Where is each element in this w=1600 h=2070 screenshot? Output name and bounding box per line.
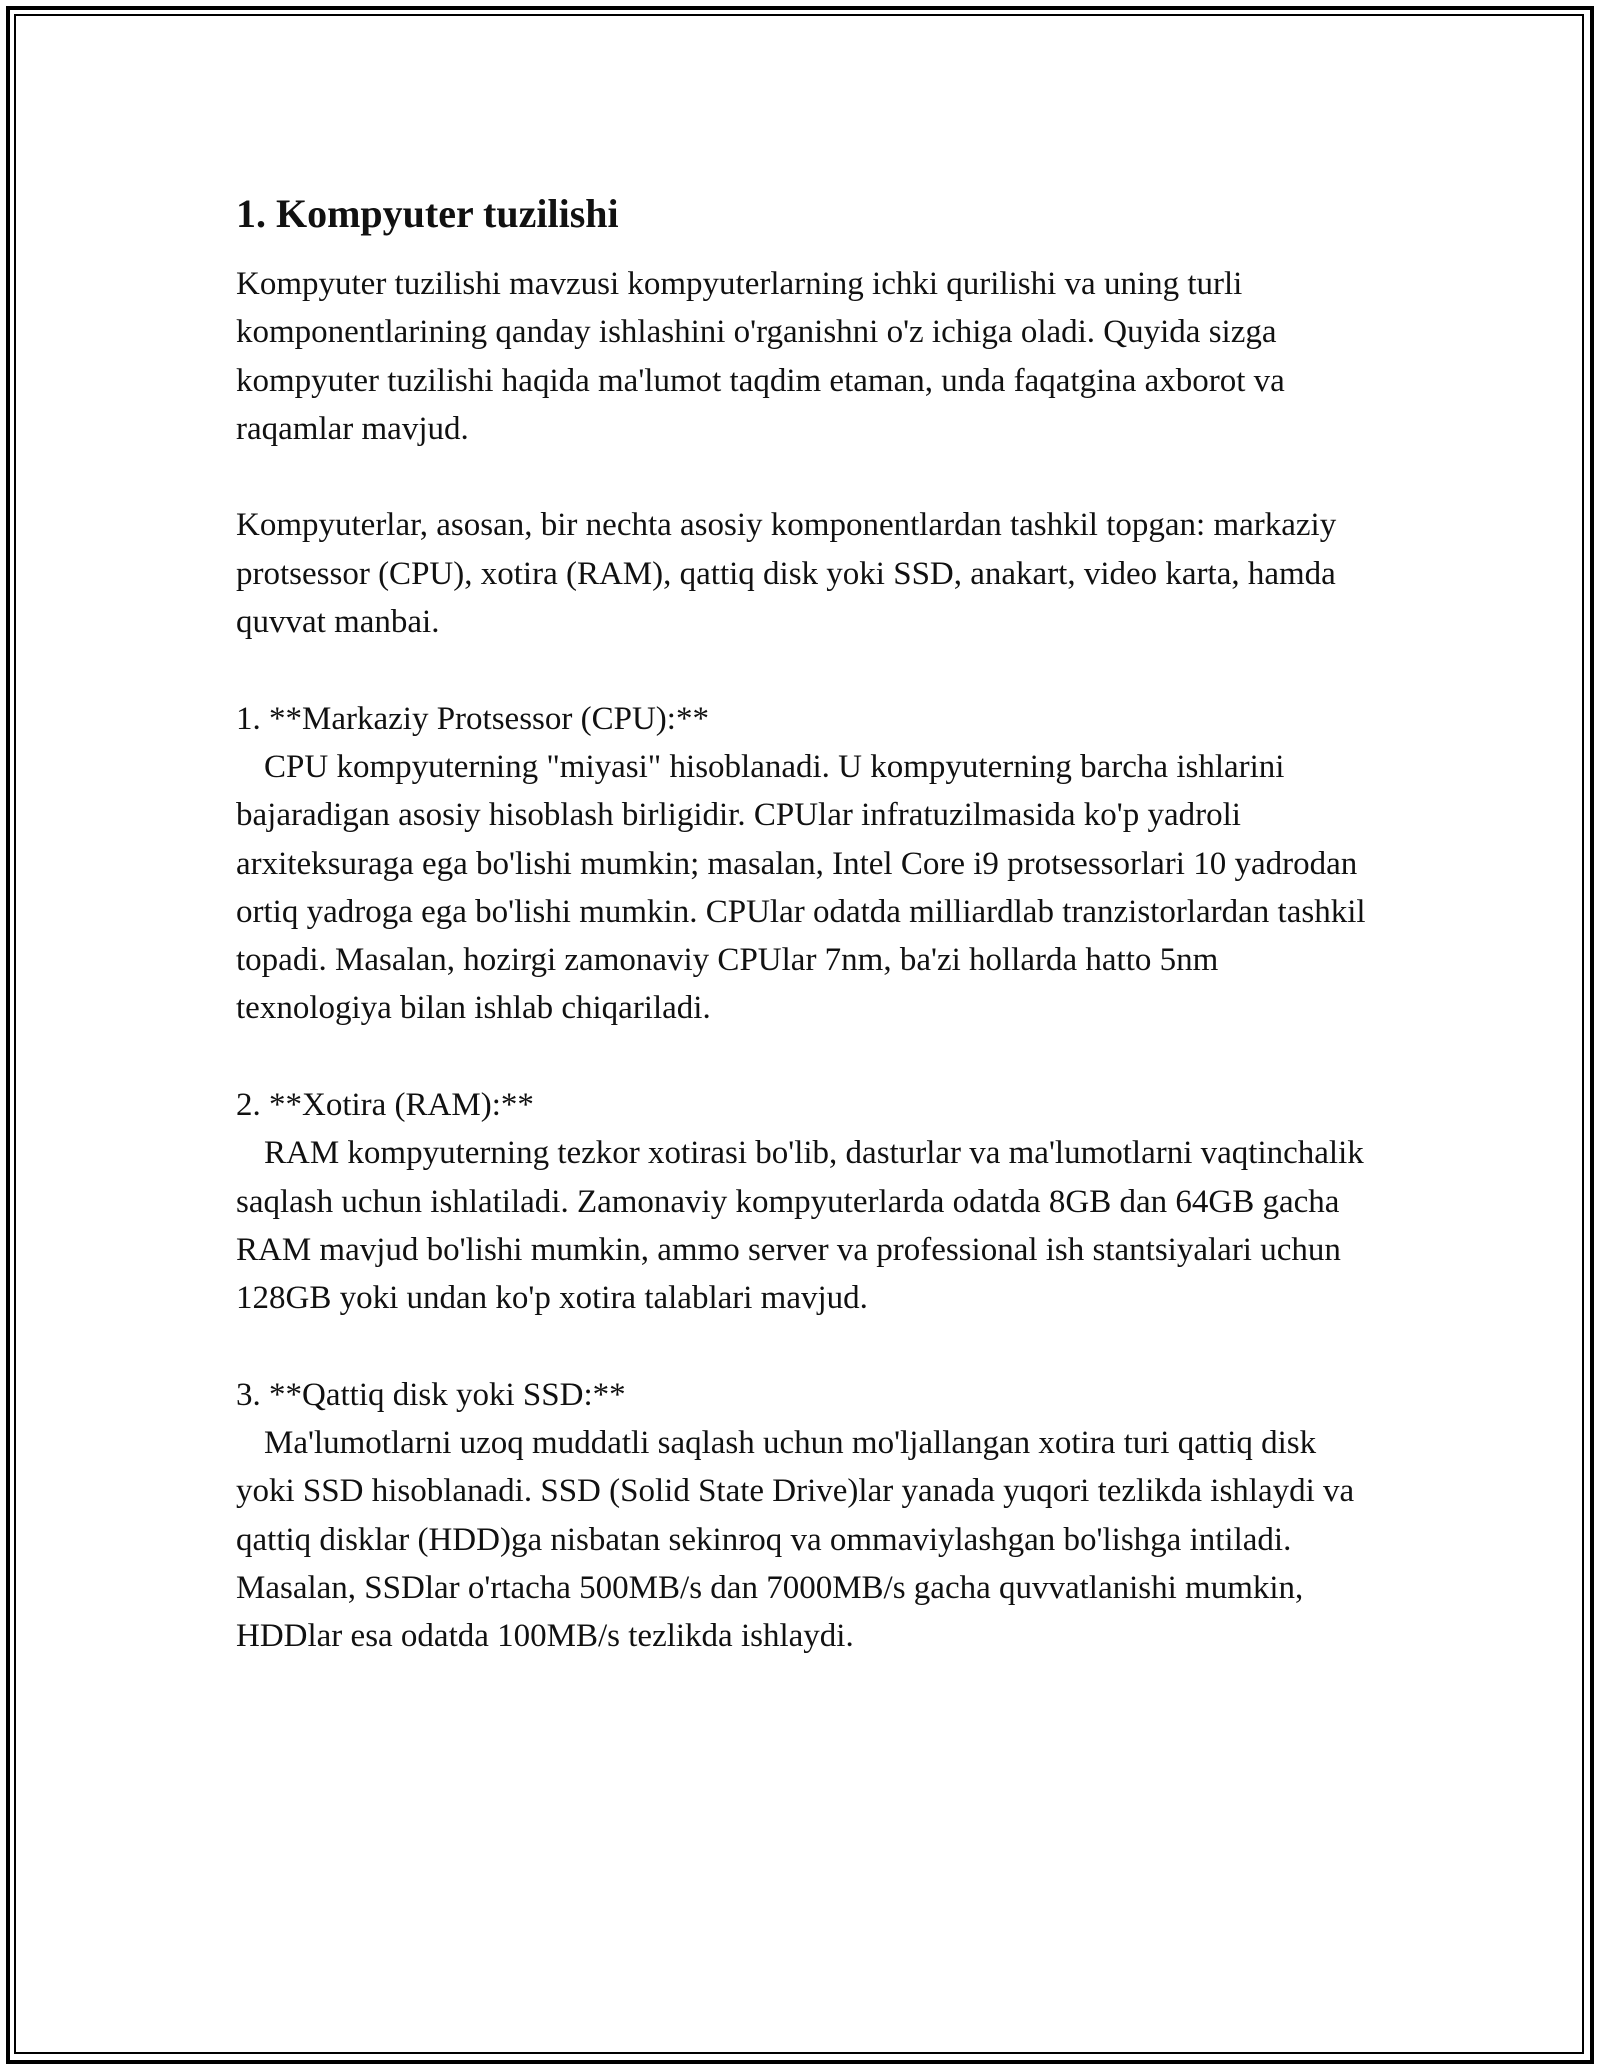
paragraph-spacer <box>236 646 1376 694</box>
document-body <box>236 188 1376 1661</box>
section-ram <box>236 1081 1376 1322</box>
overview-paragraph: Kompyuterlar, asosan, bir nechta asosiy komponentlardan tashkil topgan: markaziy protsessor (CPU), xotira (RAM), qattiq disk yoki SSD, anakart, video karta, hamda quvvat manbai. <box>236 507 1337 641</box>
paragraph-spacer <box>236 1323 1376 1371</box>
section-storage <box>236 1371 1376 1661</box>
document-title: 1. Kompyuter tuzilishi <box>236 191 619 236</box>
section-heading-ram: 2. **Xotira (RAM):** <box>236 1087 534 1124</box>
section-cpu <box>236 695 1376 1033</box>
paragraph-spacer <box>236 453 1376 501</box>
paragraph-spacer <box>236 1033 1376 1081</box>
section-body-storage: Ma'lumotlarni uzoq muddatli saqlash uchun mo'ljallangan xotira turi qattiq disk yoki SSD hisoblanadi. SSD (Solid State Drive)lar yanada yuqori tezlikda ishlaydi va qattiq disklar (HDD)ga nisbatan sekinroq va ommaviylashgan bo'lishga intiladi. Masalan, SSDlar o'rtacha 500MB/s dan 7000MB/s gacha quvvatlanishi mumkin, HDDlar esa odatda 100MB/s tezlikda ishlaydi. <box>236 1425 1355 1655</box>
section-body-ram: RAM kompyuterning tezkor xotirasi bo'lib, dasturlar va ma'lumotlarni vaqtinchalik saqlash uchun ishlatiladi. Zamonaviy kompyuterlarda odatda 8GB dan 64GB gacha RAM mavjud bo'lishi mumkin, ammo server va professional ish stantsiyalari uchun 128GB yoki undan ko'p xotira talablari mavjud. <box>236 1135 1364 1317</box>
intro-paragraph: Kompyuter tuzilishi mavzusi kompyuterlarning ichki qurilishi va uning turli komponentlarining qanday ishlashini o'rganishni o'z ichiga oladi. Quyida sizga kompyuter tuzilishi haqida ma'lumot taqdim etaman, unda faqatgina axborot va raqamlar mavjud. <box>236 266 1285 447</box>
section-body-cpu: CPU kompyuterning "miyasi" hisoblanadi. U kompyuterning barcha ishlarini bajaradigan asosiy hisoblash birligidir. CPUlar infratuzilmasida ko'p yadroli arxiteksuraga ega bo'lishi mumkin; masalan, Intel Core i9 protsessorlari 10 yadrodan ortiq yadroga ega bo'lishi mumkin. CPUlar odatda milliardlab tranzistorlardan tashkil topadi. Masalan, hozirgi zamonaviy CPUlar 7nm, ba'zi hollarda hatto 5nm texnologiya bilan ishlab chiqariladi. <box>236 748 1366 1027</box>
section-heading-storage: 3. **Qattiq disk yoki SSD:** <box>236 1376 626 1413</box>
section-heading-cpu: 1. **Markaziy Protsessor (CPU):** <box>236 700 709 737</box>
